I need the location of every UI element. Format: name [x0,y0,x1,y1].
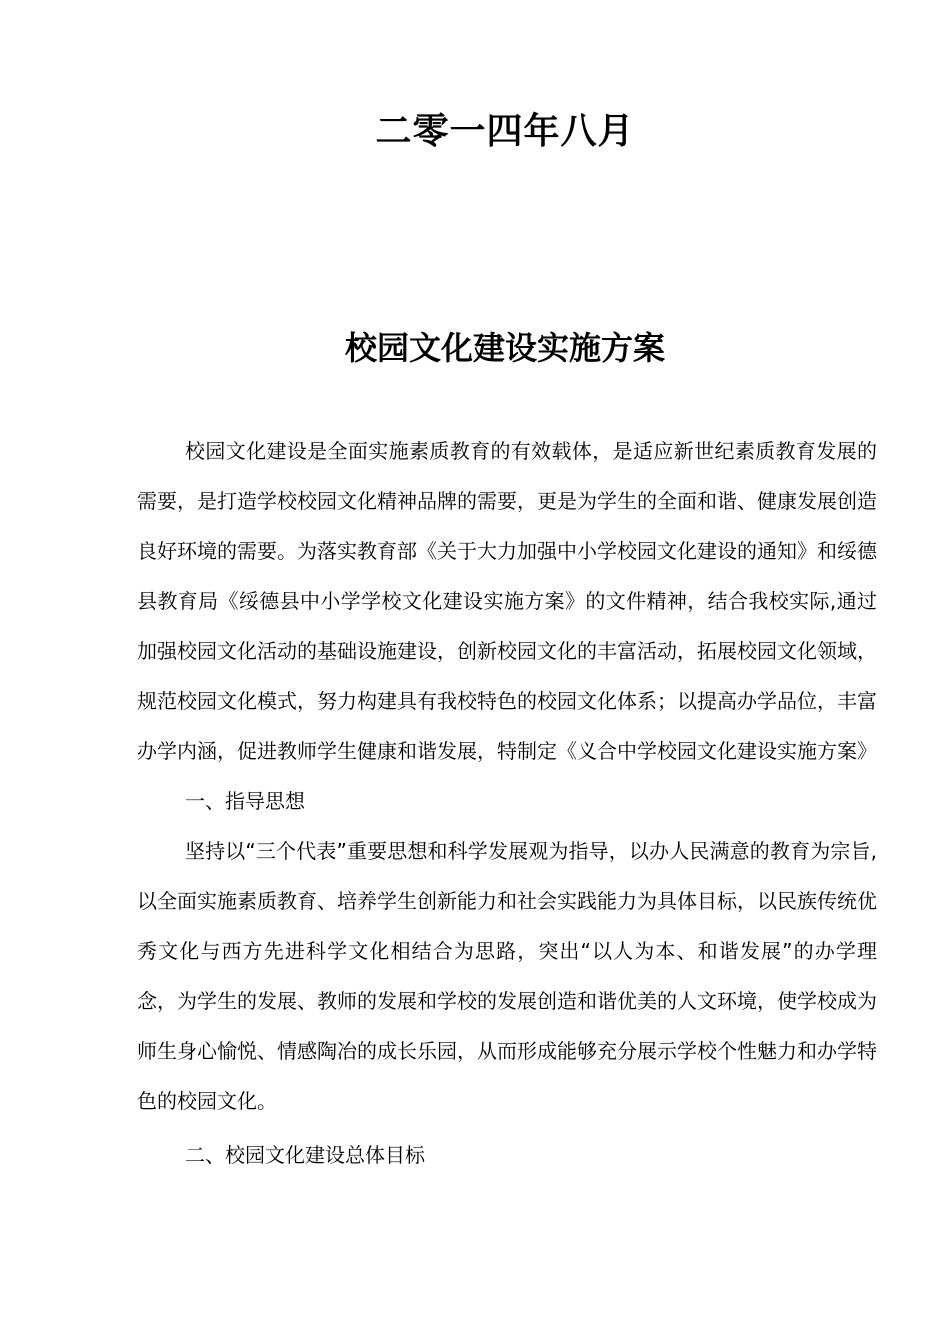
intro-paragraph: 校园文化建设是全面实施素质教育的有效载体，是适应新世纪素质教育发展的需要，是打造学校校园文化精神品牌的需要，更是为学生的全面和谐、健康发展创造良好环境的需要。为落实教育部《关于大力加强中小学校园文化建设的通知》和绥德县教育局《绥德县中小学学校文化建设实施方案》的文件精神，结合我校实际,通过加强校园文化活动的基础设施建设，创新校园文化的丰富活动，拓展校园文化领域，规范校园文化模式，努力构建具有我校特色的校园文化体系；以提高办学品位，丰富办学内涵，促进教师学生健康和谐发展，特制定《义合中学校园文化建设实施方案》 [137,439,877,763]
document-title: 校园文化建设实施方案 [344,329,665,367]
section-heading-guiding-ideology: 一、指导思想 [185,789,305,813]
guiding-ideology-paragraph: 坚持以“三个代表”重要思想和科学发展观为指导，以办人民满意的教育为宗旨,以全面实施素质教育、培养学生创新能力和社会实践能力为具体目标，以民族传统优秀文化与西方先进科学文化相结合为思路，突出“以人为本、和谐发展”的办学理念，为学生的发展、教师的发展和学校的发展创造和谐优美的人文环境，使学校成为师生身心愉悦、情感陶冶的成长乐园，从而形成能够充分展示学校个性魅力和办学特色的校园文化。 [137,839,877,1113]
section-heading-overall-goals: 二、校园文化建设总体目标 [185,1143,425,1167]
date-title: 二零一四年八月 [375,111,635,152]
document-body [137,426,877,1180]
